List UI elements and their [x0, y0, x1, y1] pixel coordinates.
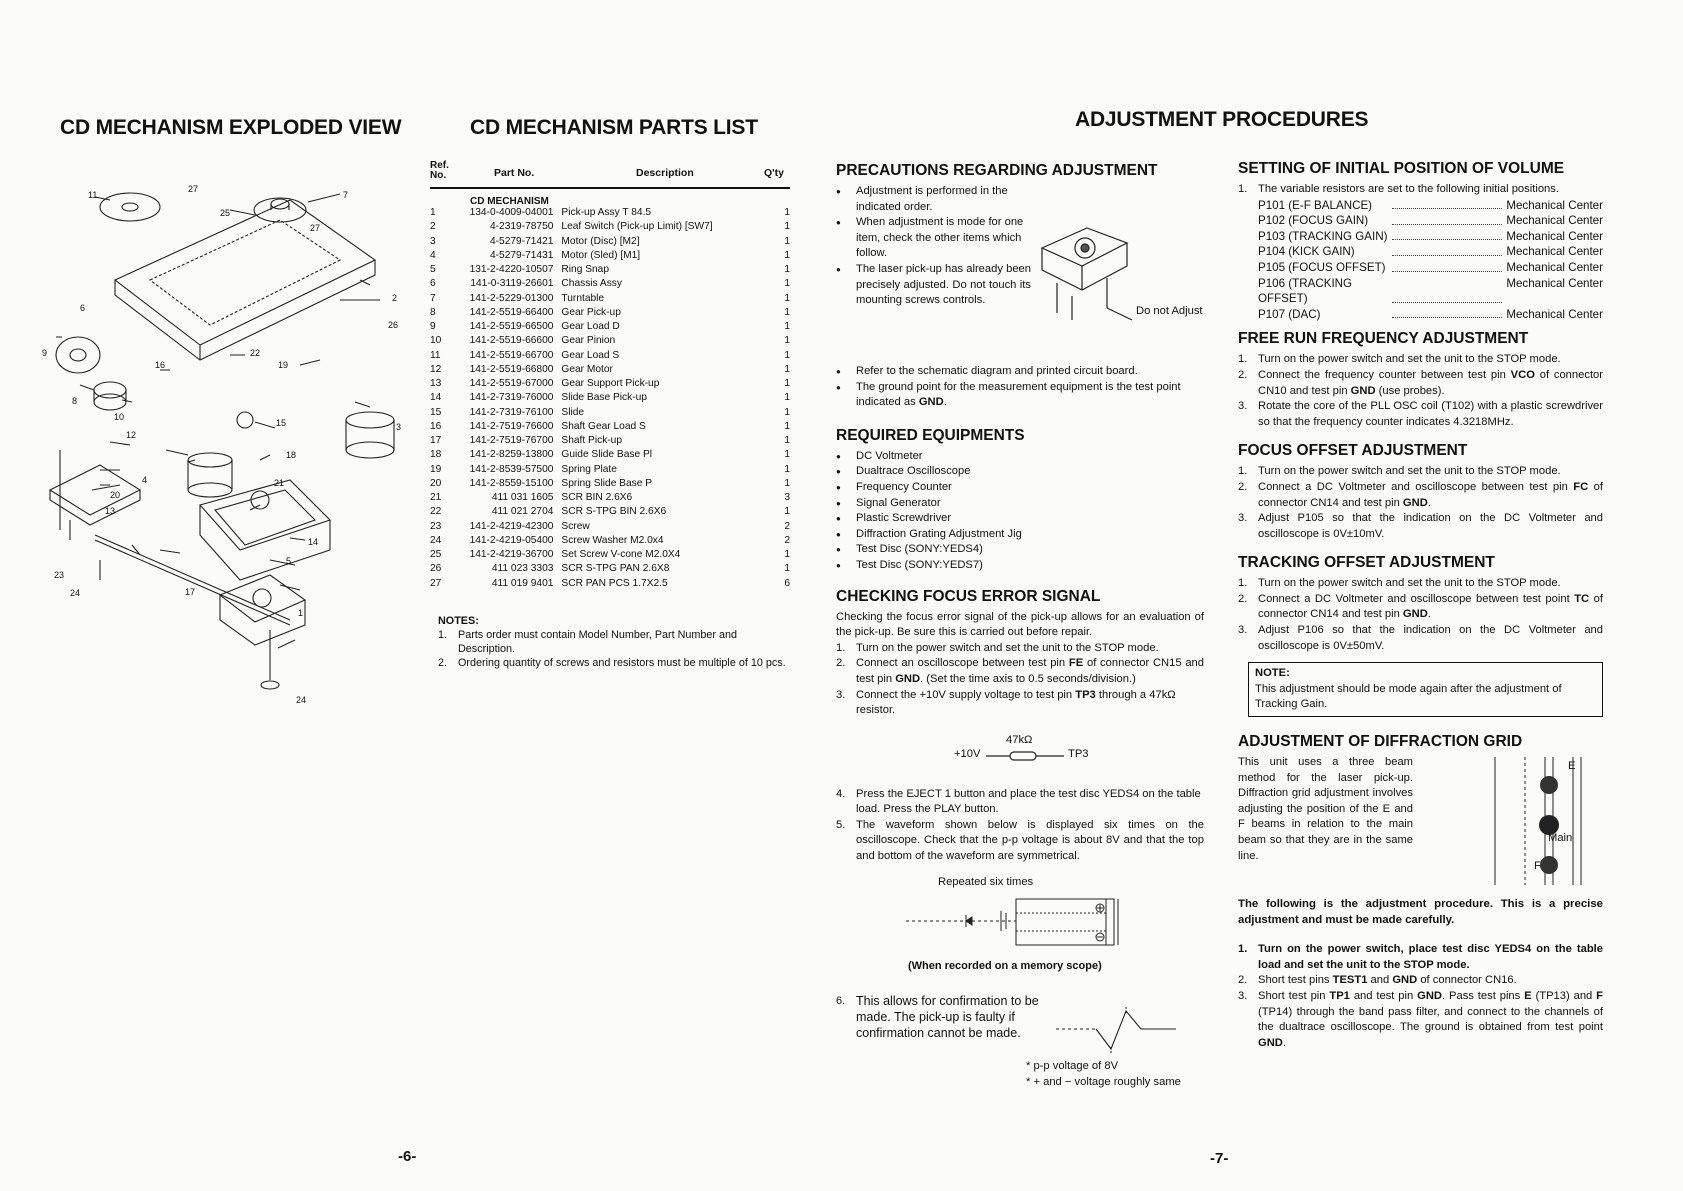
cell-qty: 6	[784, 577, 790, 589]
cell-desc: Leaf Switch (Pick-up Limit) [SW7]	[561, 221, 713, 233]
table-row	[430, 421, 790, 435]
equipment-item: ● Plastic Screwdriver	[836, 511, 1204, 527]
note-item: 1. Parts order must contain Model Number, Part Number and Description.	[438, 629, 738, 655]
table-row	[430, 435, 790, 449]
cell-ref: 14	[430, 392, 442, 404]
cell-desc: Set Screw V-cone M2.0X4	[561, 549, 681, 560]
precaution-item: ● Refer to the schematic diagram and printed circuit board.	[836, 364, 1204, 380]
cell-desc: SCR S-TPG PAN 2.6X8	[561, 563, 670, 575]
cell-desc: Motor (Sled) [M1]	[561, 249, 641, 261]
cell-ref: 21	[430, 492, 442, 503]
focus-error-title: CHECKING FOCUS ERROR SIGNAL	[836, 587, 1101, 605]
equipment-item: ● Test Disc (SONY:YEDS4)	[836, 542, 1204, 558]
resistor-circuit	[836, 719, 1204, 777]
table-row	[430, 392, 790, 406]
required-equipments-title: REQUIRED EQUIPMENTS	[836, 426, 1025, 444]
focus-offset-steps	[1238, 464, 1603, 542]
cell-qty: 1	[784, 221, 790, 233]
table-row	[430, 407, 790, 421]
cell-desc: Motor (Disc) [M2]	[561, 235, 640, 247]
circuit-supply-label: +10V	[954, 747, 981, 760]
cell-part: 141-2-7319-76100	[469, 406, 554, 418]
precaution-item: ● The ground point for the measurement equipment is the test point indicated as GND.	[836, 380, 1204, 411]
cell-ref: 1	[430, 207, 436, 218]
laser-pickup-drawing	[1032, 208, 1142, 328]
cell-part: 141-2-5519-66400	[469, 306, 554, 318]
precautions-list-2	[836, 364, 1204, 411]
cell-part: 141-2-5519-66600	[469, 335, 554, 347]
cell-desc: Gear Pinion	[561, 335, 616, 347]
cell-desc: SCR BIN 2.6X6	[561, 492, 633, 503]
focus-offset-title: FOCUS OFFSET ADJUSTMENT	[1238, 442, 1468, 460]
circuit-resistor-label: 47kΩ	[1006, 733, 1033, 746]
precautions-title: PRECAUTIONS REGARDING ADJUSTMENT	[836, 162, 1158, 179]
cell-ref: 11	[430, 349, 441, 361]
cell-qty: 3	[784, 492, 790, 503]
callout: 25	[220, 208, 231, 218]
resistor-symbol	[986, 749, 1066, 763]
cell-part: 141-2-8559-15100	[469, 477, 554, 489]
volume-row: P107 (DAC) Mechanical Center	[1258, 307, 1603, 321]
cell-ref: 20	[430, 477, 442, 489]
cell-part: 411 021 2704	[491, 506, 554, 518]
cell-part: 141-2-8259-13800	[469, 449, 554, 461]
table-row	[430, 492, 790, 506]
diffraction-steps	[1238, 942, 1603, 1051]
cell-ref: 4	[430, 249, 436, 261]
callout: 18	[286, 450, 297, 460]
cell-qty: 1	[784, 264, 790, 275]
table-row	[430, 521, 790, 535]
cell-part: 4-5279-71431	[489, 249, 554, 261]
cell-ref: 3	[430, 235, 436, 247]
cell-desc: Spring Plate	[561, 463, 617, 475]
parts-notes	[438, 614, 790, 670]
callout: 23	[54, 570, 65, 580]
cell-part: 141-2-4219-05400	[469, 534, 554, 546]
beam-main-label: Main	[1548, 832, 1573, 845]
oscilloscope-figure	[836, 875, 1204, 981]
volume-row: P101 (E-F BALANCE) Mechanical Center	[1258, 198, 1603, 212]
free-run-steps	[1238, 352, 1603, 430]
step-item: 2. Connect a DC Voltmeter and oscilloscope between test pin FC of connector CN14 and test pin GND.	[1238, 480, 1603, 509]
cell-part: 141-0-3119-26601	[470, 278, 554, 290]
callout: 21	[274, 478, 285, 488]
callout: 24	[296, 695, 307, 705]
cell-part: 141-2-5519-66700	[469, 349, 554, 361]
col-part-no: Part No.	[494, 167, 535, 179]
diffraction-grid-figure	[1483, 757, 1583, 885]
cell-part: 141-2-7519-76700	[469, 435, 554, 446]
cell-desc: Chassis Assy	[561, 278, 622, 290]
cell-qty: 1	[784, 363, 790, 375]
step-item: 6. This allows for confirmation to be made. The pick-up is faulty if confirmation cannot be made.	[836, 993, 1039, 1040]
cell-ref: 24	[430, 534, 442, 546]
table-row	[430, 378, 790, 392]
cell-part: 141-2-5519-67000	[469, 378, 554, 389]
cell-ref: 12	[430, 363, 442, 375]
note-item: 2. Ordering quantity of screws and resistors must be multiple of 10 pcs.	[438, 657, 786, 669]
cell-qty: 1	[784, 463, 790, 475]
callout: 19	[278, 360, 289, 370]
cell-part: 141-2-8539-57500	[469, 463, 554, 475]
cell-desc: Slide Base Pick-up	[561, 392, 647, 404]
volume-row: P106 (TRACKING OFFSET) Mechanical Center	[1258, 276, 1603, 306]
cell-qty: 1	[784, 549, 790, 560]
cell-part: 4-2319-78750	[489, 221, 554, 233]
cell-part: 411 031 1605	[491, 492, 554, 503]
cell-desc: Gear Pick-up	[561, 306, 621, 318]
cell-ref: 25	[430, 549, 442, 560]
cell-part: 141-2-4219-42300	[469, 520, 554, 532]
group-label: CD MECHANISM	[470, 196, 549, 207]
cell-part: 141-2-7519-76600	[469, 420, 554, 432]
equipment-item: ● Signal Generator	[836, 496, 1204, 512]
scope-caption: (When recorded on a memory scope)	[908, 959, 1102, 972]
step-item: 5. The waveform shown below is displayed six times on the oscilloscope. Check that the p-p voltage is about 8V and that the top and bottom of the waveform are symmetrical.	[836, 818, 1204, 863]
step-item: 3. Adjust P106 so that the indication on the DC Voltmeter and oscilloscope is 0V±50mV.	[1238, 624, 1603, 652]
table-row	[430, 207, 790, 221]
cell-qty: 1	[784, 378, 790, 389]
cell-qty: 1	[784, 477, 790, 489]
cell-qty: 1	[784, 449, 790, 461]
cell-desc: Gear Load D	[561, 321, 620, 332]
precautions-list	[836, 184, 1031, 309]
step-item: 1. Turn on the power switch and set the unit to the STOP mode.	[1238, 353, 1561, 366]
diffraction-following: The following is the adjustment procedure. This is a precise adjustment and must be made carefully.	[1238, 898, 1603, 926]
cell-qty: 1	[784, 292, 790, 304]
cell-ref: 10	[430, 335, 442, 347]
table-row	[430, 264, 790, 278]
pp-note-2: * + and − voltage roughly same	[1026, 1075, 1181, 1088]
step-item: 3. Rotate the core of the PLL OSC coil (T102) with a plastic screwdriver so that the frequency counter indicates 4.3218MHz.	[1238, 400, 1603, 428]
cell-qty: 1	[784, 306, 790, 318]
volume-row: P105 (FOCUS OFFSET) Mechanical Center	[1258, 260, 1603, 274]
cell-ref: 26	[430, 563, 442, 575]
col-ref: Ref. No.	[430, 160, 449, 181]
cell-qty: 1	[784, 249, 790, 261]
cell-part: 141-2-5519-66500	[469, 321, 554, 332]
cell-desc: Screw Washer M2.0x4	[561, 534, 664, 546]
cell-qty: 1	[784, 278, 790, 290]
step-item: 3. Adjust P105 so that the indication on the DC Voltmeter and oscilloscope is 0V±10mV.	[1238, 512, 1603, 540]
equipment-item: ● Dualtrace Oscilloscope	[836, 464, 1204, 480]
step-item: 2. Short test pins TEST1 and GND of connector CN16.	[1238, 974, 1517, 987]
parts-table-header	[430, 161, 790, 185]
callout: 1	[298, 608, 304, 618]
table-row	[430, 364, 790, 378]
table-row	[430, 563, 790, 577]
cell-ref: 27	[430, 577, 442, 589]
step-item: 1. Turn on the power switch and set the unit to the STOP mode.	[1238, 465, 1561, 478]
precaution-item: ● When adjustment is mode for one item, check the other items which follow.	[836, 215, 1031, 262]
cell-qty: 1	[784, 335, 790, 347]
callout: 27	[310, 223, 321, 233]
step-item: 3. Connect the +10V supply voltage to test pin TP3 through a 47kΩ resistor.	[836, 688, 1176, 717]
cell-ref: 18	[430, 449, 442, 461]
note-text: This adjustment should be mode again after the adjustment of Tracking Gain.	[1255, 682, 1562, 711]
cell-qty: 1	[784, 349, 790, 361]
callout: 8	[72, 396, 78, 406]
right-column-1	[836, 162, 1204, 1089]
equipment-item: ● Diffraction Grating Adjustment Jig	[836, 527, 1204, 543]
callout: 6	[80, 303, 86, 313]
cell-desc: Turntable	[561, 292, 605, 304]
table-row	[430, 236, 790, 250]
cell-desc: Pick-up Assy T 84.5	[561, 207, 652, 218]
tracking-offset-steps	[1238, 576, 1603, 654]
step-item: 1. Turn on the power switch, place test disc YEDS4 on the table load and set the unit to the STOP mode.	[1238, 943, 1603, 971]
circuit-tp-label: TP3	[1068, 747, 1089, 760]
cell-qty: 1	[784, 506, 790, 518]
parts-table	[430, 207, 790, 592]
focus-error-steps	[836, 641, 1204, 719]
callout: 15	[276, 418, 287, 428]
cell-part: 411 019 9401	[491, 577, 554, 589]
table-row	[430, 578, 790, 592]
callout: 13	[105, 506, 116, 516]
table-row	[430, 250, 790, 264]
col-qty: Q'ty	[764, 167, 785, 179]
callout: 22	[250, 348, 261, 358]
callout: 14	[308, 537, 319, 547]
equipment-item: ● Test Disc (SONY:YEDS7)	[836, 558, 1204, 574]
cell-qty: 1	[784, 406, 790, 418]
precaution-item: ● The laser pick-up has already been precisely adjusted. Do not touch its mounting screws controls.	[836, 262, 1031, 309]
tracking-note-box	[1248, 662, 1603, 717]
cell-ref: 15	[430, 406, 442, 418]
callout: 2	[392, 293, 398, 303]
free-run-title: FREE RUN FREQUENCY ADJUSTMENT	[1238, 330, 1529, 348]
cell-desc: Shaft Gear Load S	[561, 420, 646, 432]
cell-qty: 1	[784, 435, 790, 446]
cell-part: 134-0-4009-04001	[469, 207, 554, 218]
cell-ref: 5	[430, 264, 436, 275]
cell-qty: 1	[784, 420, 790, 432]
cell-desc: Slide	[561, 406, 585, 418]
cell-ref: 19	[430, 463, 442, 475]
callout: 5	[286, 556, 292, 566]
cell-part: 141-2-5229-01300	[469, 292, 554, 304]
table-row	[430, 535, 790, 549]
callout: 24	[70, 588, 81, 598]
callout: 10	[114, 412, 125, 422]
page-number-right: -7-	[1210, 1150, 1229, 1167]
adjustment-procedures-title: ADJUSTMENT PROCEDURES	[1075, 108, 1369, 131]
required-equipments-list	[836, 449, 1204, 574]
cell-desc: Shaft Pick-up	[561, 435, 623, 446]
cell-part: 141-2-5519-66800	[469, 363, 554, 375]
cell-ref: 16	[430, 420, 442, 432]
note-title: NOTE:	[1255, 667, 1290, 680]
table-row	[430, 321, 790, 335]
table-row	[430, 549, 790, 563]
cell-part: 131-2-4220-10507	[469, 264, 554, 275]
cell-part: 141-2-7319-76000	[469, 392, 554, 404]
cell-desc: Ring Snap	[561, 264, 609, 275]
focus-error-steps-2	[836, 787, 1204, 865]
cell-part: 411 023 3303	[491, 563, 554, 575]
cell-part: 4-5279-71421	[489, 235, 554, 247]
cell-ref: 8	[430, 306, 436, 318]
cell-ref: 22	[430, 506, 442, 518]
step-item: 1. Turn on the power switch and set the unit to the STOP mode.	[1238, 577, 1561, 590]
cell-ref: 2	[430, 221, 436, 233]
cell-ref: 6	[430, 278, 436, 290]
table-row	[430, 335, 790, 349]
step-item: 2. Connect a DC Voltmeter and oscilloscope between test point TC of connector CN14 and test pin GND.	[1238, 592, 1603, 621]
volume-row: P104 (KICK GAIN) Mechanical Center	[1258, 245, 1603, 259]
table-row	[430, 449, 790, 463]
cell-qty: 2	[784, 520, 790, 532]
waveform-sketch	[1056, 1007, 1186, 1057]
volume-row: P103 (TRACKING GAIN) Mechanical Center	[1258, 229, 1603, 243]
cell-ref: 17	[430, 435, 442, 446]
cell-qty: 2	[784, 534, 790, 546]
volume-intro: 1. The variable resistors are set to the following initial positions.	[1238, 183, 1559, 195]
cell-desc: Screw	[561, 520, 590, 532]
right-column-2	[1238, 160, 1603, 1051]
equipment-item: ● Frequency Counter	[836, 480, 1204, 496]
table-row	[430, 464, 790, 478]
volume-table	[1238, 198, 1603, 323]
callout: 26	[388, 320, 399, 330]
volume-row: P102 (FOCUS GAIN) Mechanical Center	[1258, 214, 1603, 228]
parts-list-title: CD MECHANISM PARTS LIST	[470, 116, 758, 139]
page-number-left: -6-	[398, 1148, 417, 1165]
step-item: 3. Short test pin TP1 and test pin GND. Pass test pins E (TP13) and F (TP14) through the band pass filter, and connect to the channels of the dualtrace oscilloscope. The ground is obtained from test point GND.	[1238, 990, 1603, 1049]
equipment-item: ● DC Voltmeter	[836, 449, 1204, 465]
beam-e-label: E	[1568, 760, 1576, 773]
do-not-adjust-label: Do not Adjust	[1136, 305, 1203, 317]
callout: 7	[343, 190, 349, 200]
cell-desc: Gear Motor	[561, 363, 613, 375]
pp-note-1: * p-p voltage of 8V	[1026, 1059, 1119, 1072]
cell-desc: Guide Slide Base Pl	[561, 449, 653, 461]
step-item: 1. Turn on the power switch and set the unit to the STOP mode.	[836, 641, 1159, 654]
table-row	[430, 478, 790, 492]
cell-ref: 13	[430, 378, 442, 389]
table-row	[430, 293, 790, 307]
exploded-view-callouts	[40, 160, 440, 720]
callout: 3	[396, 422, 402, 432]
notes-title: NOTES:	[438, 615, 479, 627]
table-row	[430, 307, 790, 321]
diffraction-intro: This unit uses a three beam method for the laser pick-up. Diffraction grid adjustment involves adjusting the position of the E and F beams in relation to the main beam so that they are in the same line.	[1238, 756, 1413, 862]
callout: 27	[188, 184, 199, 194]
callout: 12	[126, 430, 137, 440]
scope-trace	[906, 893, 1126, 955]
callout: 4	[142, 475, 148, 485]
tracking-offset-title: TRACKING OFFSET ADJUSTMENT	[1238, 554, 1495, 572]
cell-qty: 1	[784, 321, 790, 332]
table-row	[430, 350, 790, 364]
table-row	[430, 221, 790, 235]
repeated-label: Repeated six times	[938, 875, 1034, 888]
callout: 16	[155, 360, 166, 370]
step-item: 4. Press the EJECT 1 button and place the test disc YEDS4 on the table load. Press the PLAY button.	[836, 787, 1201, 816]
cell-desc: Spring Slide Base P	[561, 477, 653, 489]
col-description: Description	[636, 167, 694, 179]
cell-ref: 7	[430, 292, 436, 304]
focus-error-intro: Checking the focus error signal of the pick-up allows for an evaluation of the pick-up. Be sure this is carried out before repair.	[836, 610, 1204, 639]
cell-qty: 1	[784, 392, 790, 404]
step-item: 2. Connect an oscilloscope between test pin FE of connector CN15 and test pin GND. (Set the time axis to 0.5 seconds/division.)	[836, 657, 1204, 685]
exploded-view-title: CD MECHANISM EXPLODED VIEW	[60, 116, 402, 139]
cell-desc: SCR S-TPG BIN 2.6X6	[561, 506, 667, 518]
beam-f-label: F	[1534, 860, 1541, 873]
cell-desc: Gear Support Pick-up	[561, 378, 660, 389]
cell-part: 141-2-4219-36700	[469, 549, 554, 560]
parts-list	[430, 161, 790, 592]
diffraction-title: ADJUSTMENT OF DIFFRACTION GRID	[1238, 733, 1523, 751]
callout: 11	[88, 190, 98, 200]
callout: 9	[42, 348, 48, 358]
cell-ref: 23	[430, 520, 442, 532]
cell-qty: 1	[784, 235, 790, 247]
callout: 17	[185, 587, 196, 597]
cell-desc: SCR PAN PCS 1.7X2.5	[561, 577, 668, 589]
cell-qty: 1	[784, 207, 790, 218]
cell-desc: Gear Load S	[561, 349, 620, 361]
volume-title: SETTING OF INITIAL POSITION OF VOLUME	[1238, 160, 1565, 177]
step-item: 2. Connect the frequency counter between test pin VCO of connector CN10 and test pin GND (use probes).	[1238, 368, 1604, 397]
cell-ref: 9	[430, 321, 436, 332]
callout: 20	[110, 490, 121, 500]
table-row	[430, 506, 790, 520]
precaution-item: ● Adjustment is performed in the indicated order.	[836, 184, 1031, 215]
cell-qty: 1	[784, 563, 790, 575]
table-row	[430, 278, 790, 292]
